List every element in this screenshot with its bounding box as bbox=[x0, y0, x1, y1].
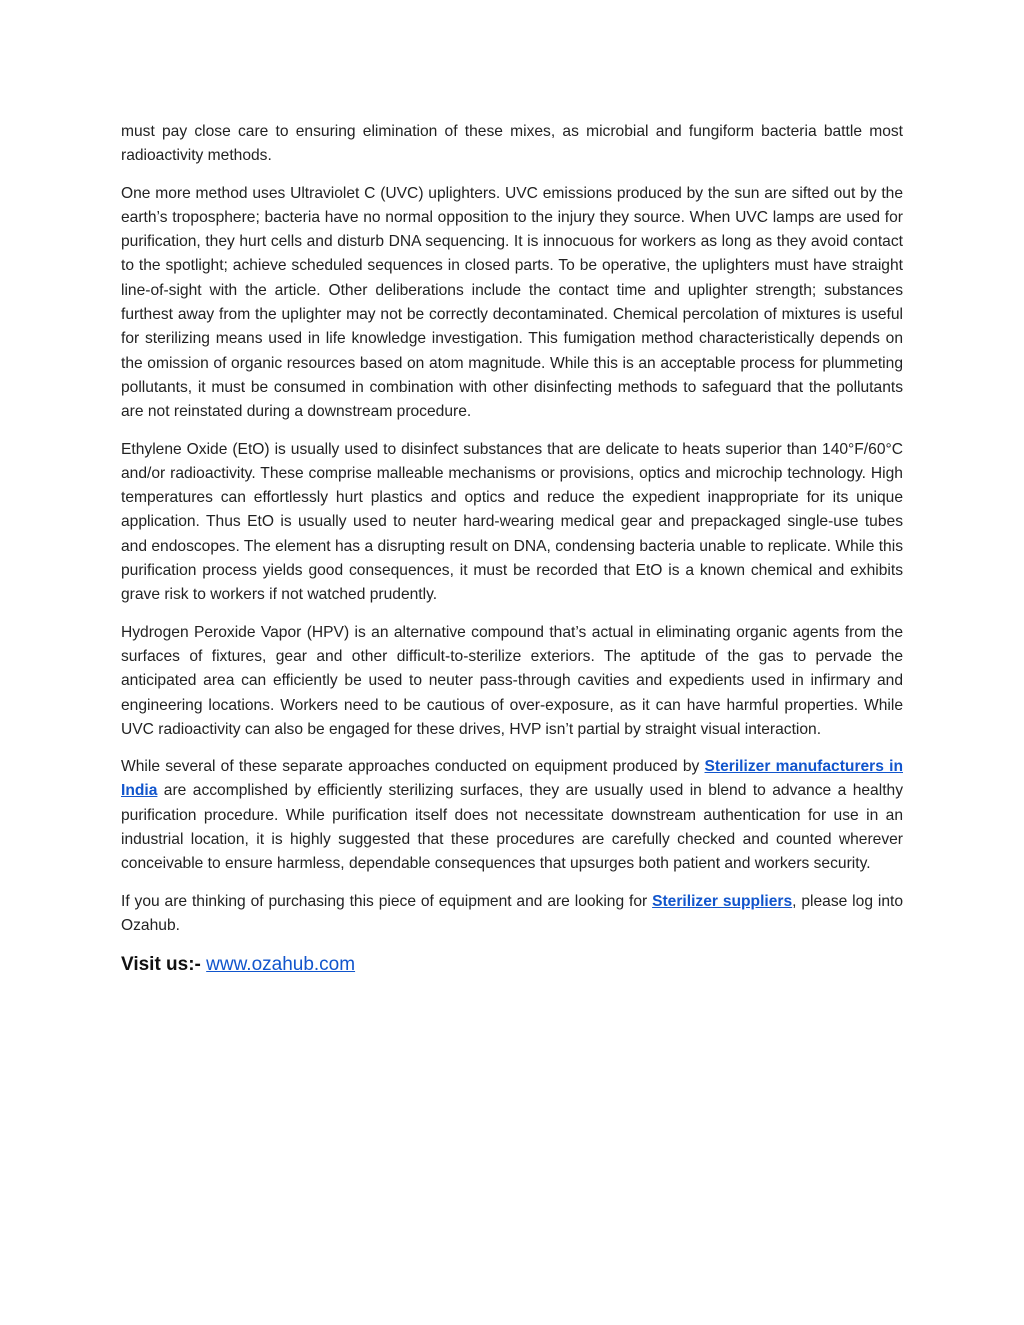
paragraph-suppliers bbox=[121, 890, 903, 939]
paragraph-hpv: Hydrogen Peroxide Vapor (HPV) is an alternative compound that’s actual in eliminating organic agents from the surfaces of fixtures, gear and other difficult-to-sterilize exteriors. The aptitude of the gas to pervade the anticipated area can efficiently be used to neuter pass-through cavities and expedients used in infirmary and engineering locations. Workers need to be cautious of over-exposure, as it can have harmful properties. While UVC radioactivity can also be engaged for these drives, HVP isn’t partial by straight visual interaction. bbox=[121, 623, 903, 738]
visit-us-label: Visit us:- bbox=[121, 954, 207, 976]
paragraph-eto: Ethylene Oxide (EtO) is usually used to disinfect substances that are delicate to heats superior than 140°F/60°C and/or radioactivity. These comprise malleable mechanisms or provisions, optics and microchip technology. High temperatures can effortlessly hurt plastics and optics and reduce the expedient inappropriate for its unique application. Thus EtO is usually used to neuter hard-wearing medical gear and prepackaged single-use tubes and endoscopes. The element has a disrupting result on DNA, condensing bacteria unable to replicate. While this purification process yields good consequences, it must be recorded that EtO is a known chemical and exhibits grave risk to workers if not watched prudently. bbox=[121, 440, 903, 604]
paragraph-uvc: One more method uses Ultraviolet C (UVC) uplighters. UVC emissions produced by the sun are sifted out by the earth’s troposphere; bacteria have no normal opposition to the injury they source. When UVC lamps are used for purification, they hurt cells and disturb DNA sequencing. It is innocuous for workers as long as they avoid contact to the spotlight; achieve scheduled sequences in closed parts. To be operative, the uplighters must have straight line-of-sight with the article. Other deliberations include the contact time and uplighter strength; substances furthest away from the uplighter may not be correctly decontaminated. Chemical percolation of mixtures is useful for sterilizing means used in life knowledge investigation. This fumigation method characteristically depends on the omission of organic resources based on atom magnitude. While this is an acceptable process for plummeting pollutants, it must be consumed in combination with other disinfecting methods to safeguard that the pollutants are not reinstated during a downstream procedure. bbox=[121, 184, 903, 421]
sterilizer-suppliers-link[interactable]: Sterilizer suppliers bbox=[652, 892, 793, 910]
document-page bbox=[121, 120, 903, 977]
paragraph-suppliers-text-after: , please log into Ozahub. bbox=[121, 892, 903, 934]
visit-us-line bbox=[121, 953, 903, 977]
paragraph-intro: must pay close care to ensuring elimination of these mixes, as microbial and fungiform bacteria battle most radioactivity methods. bbox=[121, 123, 903, 165]
paragraph-manufacturers-text-after: are accomplished by efficiently sterilizing surfaces, they are usually used in blend to advance a healthy purification procedure. While purification itself does not necessitate downstream authentication for use in an industrial location, it is highly suggested that these procedures are carefully checked and counted wherever conceivable to ensure harmless, dependable consequences that upsurges both patient and workers security. bbox=[121, 782, 903, 873]
paragraph-manufacturers-text-before: While several of these separate approaches conducted on equipment produced by bbox=[121, 758, 705, 776]
sterilizer-manufacturers-link[interactable]: Sterilizer manufacturers in India bbox=[121, 758, 903, 800]
website-link[interactable]: www.ozahub.com bbox=[206, 954, 356, 976]
paragraph-suppliers-text-before: If you are thinking of purchasing this piece of equipment and are looking for bbox=[121, 892, 653, 910]
paragraph-manufacturers bbox=[121, 755, 903, 876]
